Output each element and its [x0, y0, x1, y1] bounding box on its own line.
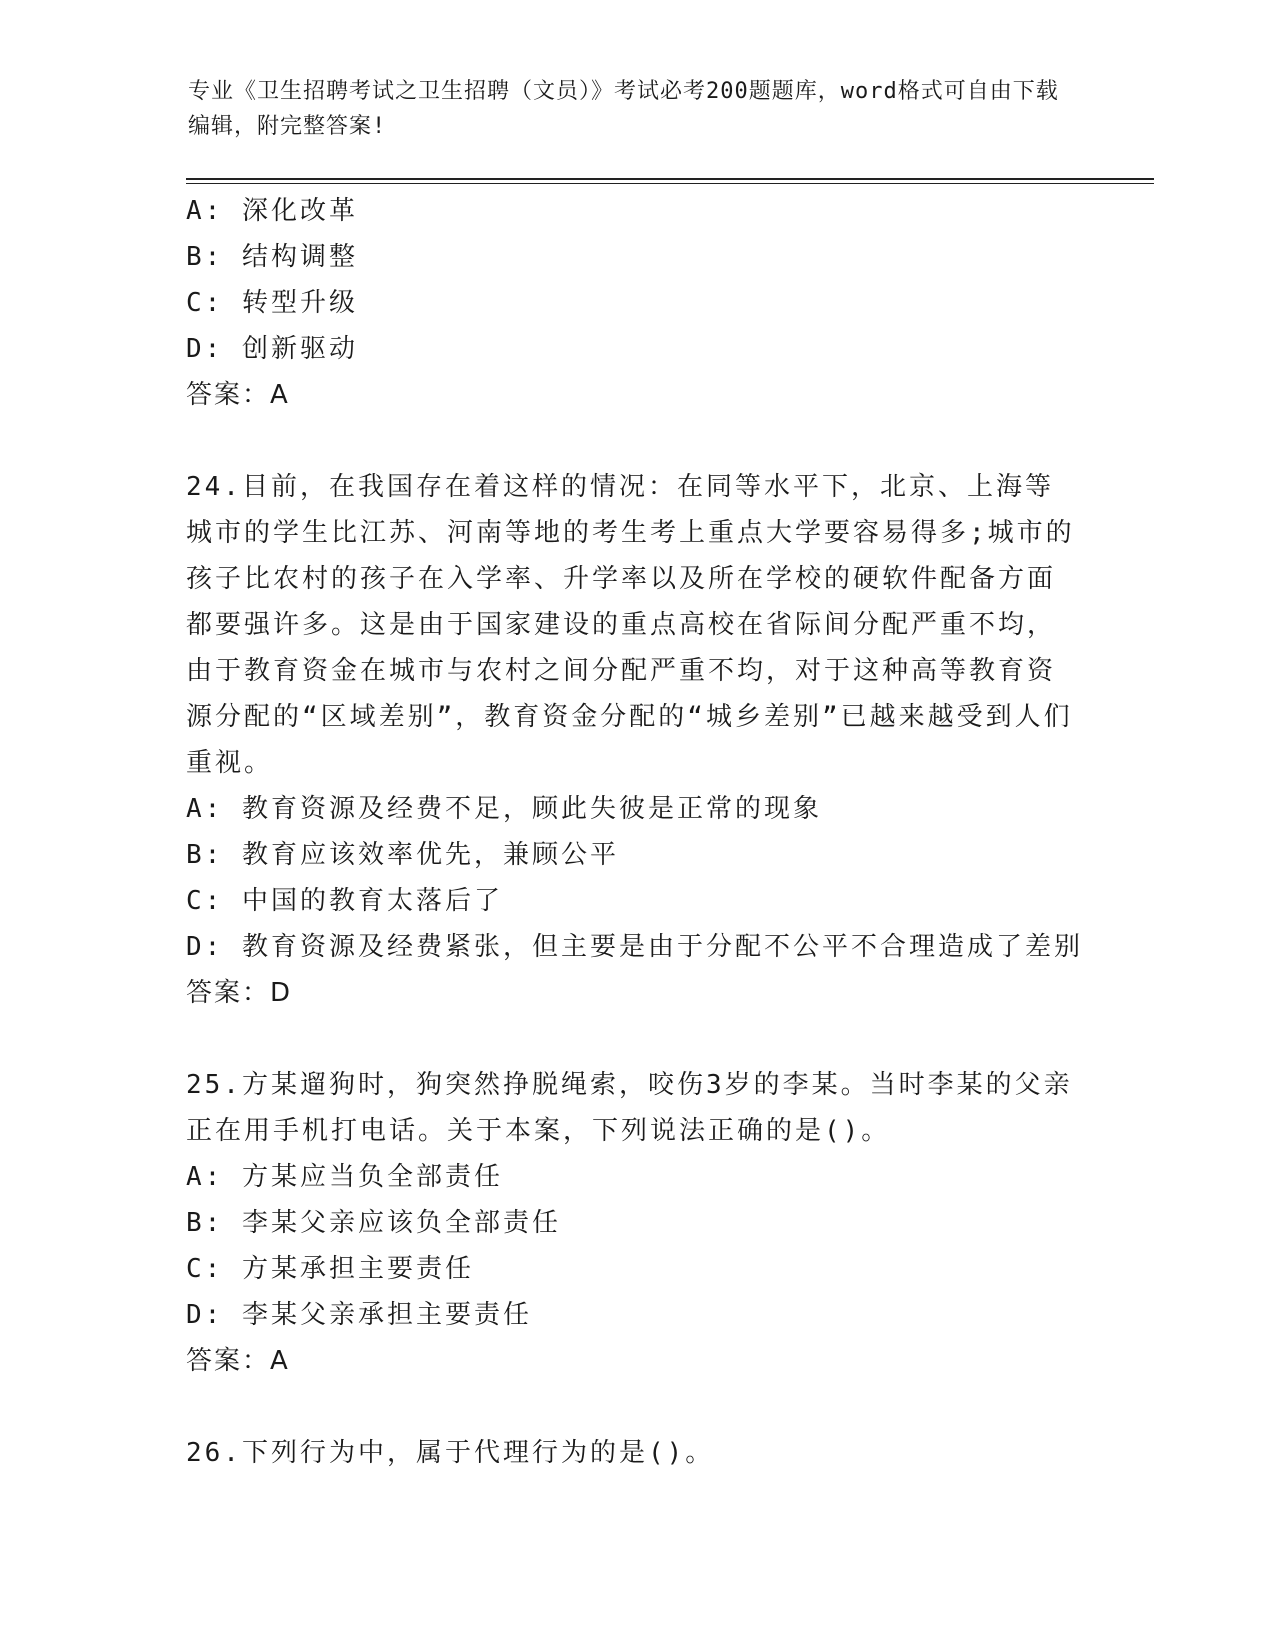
question-26 — [186, 1430, 1086, 1476]
option-c: C: 方某承担主要责任 — [186, 1254, 474, 1284]
question-25 — [186, 1062, 1086, 1384]
questions-content — [186, 188, 1086, 1476]
question-24 — [186, 464, 1086, 1016]
option-a: A: 深化改革 — [186, 196, 358, 226]
option-d: D: 创新驱动 — [186, 334, 358, 364]
option-a: A: 方某应当负全部责任 — [186, 1162, 503, 1192]
option-c: C: 中国的教育太落后了 — [186, 886, 503, 916]
option-d: D: 教育资源及经费紧张，但主要是由于分配不公平不合理造成了差别 — [186, 932, 1083, 962]
spacer — [186, 1016, 1086, 1062]
answer: 答案：A — [186, 1346, 290, 1376]
question-stem: 26.下列行为中，属于代理行为的是()。 — [186, 1438, 715, 1468]
option-d: D: 李某父亲承担主要责任 — [186, 1300, 532, 1330]
header-rule-thin — [186, 183, 1154, 184]
answer: 答案：D — [186, 978, 293, 1008]
question-23 — [186, 188, 1086, 418]
option-b: B: 结构调整 — [186, 242, 358, 272]
option-a: A: 教育资源及经费不足，顾此失彼是正常的现象 — [186, 794, 822, 824]
option-b: B: 李某父亲应该负全部责任 — [186, 1208, 561, 1238]
spacer — [186, 1384, 1086, 1430]
question-stem: 24.目前，在我国存在着这样的情况：在同等水平下，北京、上海等城市的学生比江苏、河南等地的考生考上重点大学要容易得多;城市的孩子比农村的孩子在入学率、升学率以及所在学校的硬软件配备方面都要强许多。这是由于国家建设的重点高校在省际间分配严重不均，由于教育资金在城市与农村之间分配严重不均，对于这种高等教育资源分配的“区域差别”，教育资金分配的“城乡差别”已越来越受到人们重视。 — [186, 472, 1075, 778]
option-b: B: 教育应该效率优先，兼顾公平 — [186, 840, 619, 870]
header-note: 专业《卫生招聘考试之卫生招聘（文员）》考试必考200题题库，word格式可自由下载编辑，附完整答案! — [188, 79, 1059, 139]
header-rule — [186, 178, 1154, 180]
option-c: C: 转型升级 — [186, 288, 358, 318]
answer: 答案：A — [186, 380, 290, 410]
spacer — [186, 418, 1086, 464]
question-stem: 25.方某遛狗时，狗突然挣脱绳索，咬伤3岁的李某。当时李某的父亲正在用手机打电话。关于本案，下列说法正确的是()。 — [186, 1070, 1073, 1146]
